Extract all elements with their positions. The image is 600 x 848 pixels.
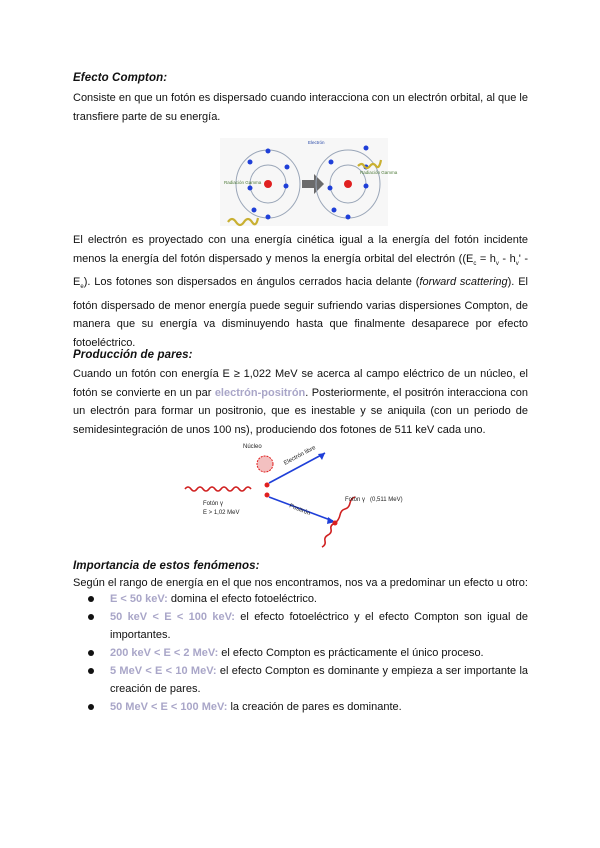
pares-body-text-2: . Posteriormente, el positrón interacciona con un electrón para formar un positronio, que es inestable y se aniquila (con un periodo de semidesintegración de unos 100 ns), produciendo dos fotones de 511 keV cada uno. bbox=[73, 386, 528, 436]
pair-point-2 bbox=[265, 493, 270, 498]
sub-c: c bbox=[473, 260, 477, 267]
incident-photon-wave bbox=[185, 487, 251, 491]
bullet-icon bbox=[88, 704, 94, 710]
pares-highlight: electrón-positrón bbox=[214, 386, 306, 399]
eq-mid: = h bbox=[476, 252, 496, 265]
pares-body bbox=[73, 365, 528, 439]
list-item bbox=[88, 590, 528, 608]
label-nucleus: Núcleo bbox=[243, 444, 262, 450]
list-item bbox=[88, 662, 528, 698]
pair-point-1 bbox=[265, 483, 270, 488]
sub-e: e bbox=[80, 284, 84, 291]
compton-body bbox=[73, 231, 528, 352]
bullet-icon bbox=[88, 668, 94, 674]
eq-minus: - h bbox=[498, 252, 516, 265]
label-out-energy: (0,511 MeV) bbox=[370, 497, 403, 503]
label-out-photon: Fotón γ bbox=[345, 497, 366, 503]
compton-diagram bbox=[220, 138, 398, 226]
range-label: E < 50 keV: bbox=[110, 593, 168, 605]
range-label: 50 MeV < E < 100 MeV: bbox=[110, 701, 228, 713]
out-photon-wave-2 bbox=[322, 523, 335, 547]
range-label: 200 keV < E < 2 MeV: bbox=[110, 647, 219, 659]
range-label: 5 MeV < E < 10 MeV: bbox=[110, 665, 217, 677]
nucleus-icon bbox=[257, 456, 273, 472]
bullet-icon bbox=[88, 650, 94, 656]
label-incident: Radiación Gamma bbox=[224, 180, 262, 185]
label-electron: Electrón bbox=[308, 140, 325, 145]
bullet-icon bbox=[88, 596, 94, 602]
label-photon-energy: E > 1,02 MeV bbox=[203, 510, 240, 516]
range-text: domina el efecto fotoeléctrico. bbox=[167, 593, 317, 605]
list-item bbox=[88, 608, 528, 644]
label-photon: Fotón γ bbox=[203, 501, 224, 507]
eq-prime: ' - E bbox=[73, 252, 528, 289]
compton-body-text-3: ). El fotón dispersado de menor energía puede seguir sufriendo varias dispersiones Compton, de manera que su energía va disminuyendo hasta que finalmente desaparece por efecto fotoeléctrico. bbox=[73, 276, 528, 349]
compton-heading: Efecto Compton: bbox=[73, 72, 168, 84]
compton-body-text-1: El electrón es proyectado con una energía cinética igual a la energía del fotón incidente menos la energía del fotón dispersado y menos la energía orbital del electrón ((E bbox=[73, 234, 528, 265]
pares-body-text-1: Cuando un fotón con energía E ≥ 1,022 MeV se acerca al campo eléctrico de un núcleo, el fotón se convierte en un par bbox=[73, 368, 528, 399]
label-scattered: Radiación Gamma bbox=[360, 170, 398, 175]
range-text: el efecto Compton es prácticamente el único proceso. bbox=[218, 647, 484, 659]
list-item bbox=[88, 644, 528, 662]
importancia-heading: Importancia de estos fenómenos: bbox=[73, 560, 260, 572]
pair-production-diagram bbox=[185, 437, 415, 555]
list-item bbox=[88, 698, 528, 716]
label-electron-free: Electrón libre bbox=[283, 445, 317, 467]
importancia-intro: Según el rango de energía en el que nos encontramos, nos va a predominar un efecto u otro: bbox=[73, 577, 528, 589]
sub-v2: v bbox=[515, 260, 519, 267]
label-positron: Positrón bbox=[288, 503, 311, 518]
range-text: el efecto Compton es dominante y empieza a ser importante la creación de pares. bbox=[110, 665, 529, 695]
range-label: 50 keV < E < 100 keV: bbox=[110, 611, 235, 623]
nucleus-mark bbox=[264, 180, 272, 188]
forward-scattering-term: forward scattering bbox=[419, 276, 508, 289]
bullet-icon bbox=[88, 614, 94, 620]
sub-v: v bbox=[495, 260, 499, 267]
pares-heading: Producción de pares: bbox=[73, 349, 193, 361]
compton-body-text-2: ). Los fotones son dispersados en ángulos cerrados hacia delante ( bbox=[83, 276, 420, 289]
range-text: la creación de pares es dominante. bbox=[227, 701, 402, 713]
energy-range-list bbox=[88, 590, 528, 716]
compton-intro: Consiste en que un fotón es dispersado cuando interacciona con un electrón orbital, al que le transfiere parte de su energía. bbox=[73, 92, 528, 123]
range-text: el efecto fotoeléctrico y el efecto Compton son igual de importantes. bbox=[110, 611, 528, 641]
